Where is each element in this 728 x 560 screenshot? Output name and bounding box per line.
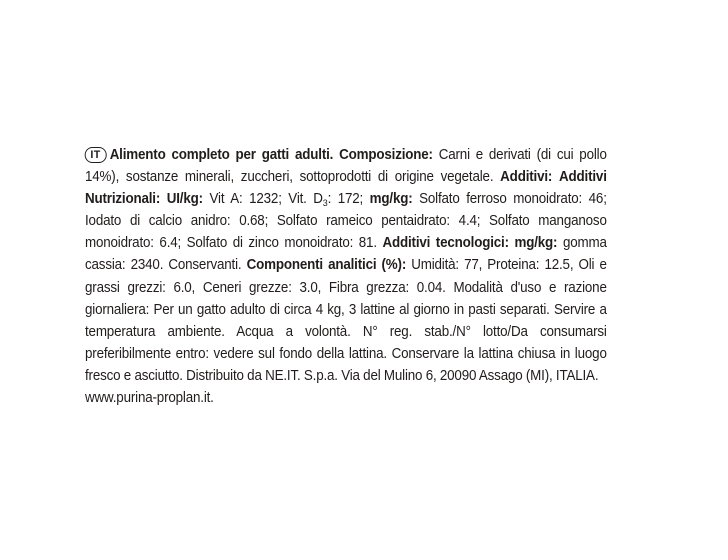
product-claim-heading: Alimento completo per gatti adulti. <box>109 147 334 163</box>
analytical-constituents-text: Umidità: 77, Proteina: 12.5, Oli e grassi grezzi: 6.0, Ceneri grezze: 3.0, Fibra grezza: 0.04. <box>85 257 607 296</box>
trace-elements-text: Solfato ferroso monoidrato: 46; Iodato di calcio anidro: 0.68; Solfato rameico pentaidrato: 4.4; Solfato manganoso monoidrato: 6.4; Solfato di zinco monoidrato: 81. <box>85 191 607 252</box>
technological-additives-text: gomma cassia: 2340. Conservanti. <box>85 235 607 274</box>
vitamins-text-2: : 172; <box>327 191 364 208</box>
country-code-badge-it: IT <box>85 147 107 163</box>
website-url: www.purina-proplan.it. <box>85 390 214 407</box>
unit-mg-kg-heading: mg/kg: <box>369 191 413 208</box>
nutritional-additives-heading: Additivi Nutrizionali: <box>85 169 607 208</box>
distributor-text: Distribuito da NE.IT. S.p.a. Via del Mulino 6, 20090 Assago (MI), ITALIA. <box>186 367 599 384</box>
unit-ui-kg-heading: UI/kg: <box>166 191 203 208</box>
technological-additives-heading: Additivi tecnologici: <box>382 235 509 252</box>
ingredient-label-text <box>85 144 607 409</box>
feeding-instructions-text: Modalità d'uso e razione giornaliera: Per un gatto adulto di circa 4 kg, 3 lattine al giorno in pasti separati. Servire a temperatura ambiente. Acqua a volontà. N° reg. stab./N° lotto/Da consumarsi preferibilmente entro: vedere sul fondo della lattina. Conservare la lattina chiusa in luogo fresco e asciutto. <box>85 279 607 384</box>
space-4 <box>552 169 559 185</box>
additives-heading: Additivi: <box>500 169 553 186</box>
unit-mg-kg-heading-2: mg/kg: <box>514 235 558 252</box>
analytical-constituents-heading: Componenti analitici (%): <box>246 257 407 274</box>
composition-text: Carni e derivati (di cui pollo 14%), sostanze minerali, zuccheri, sottoprodotti di origine vegetale. <box>85 147 607 186</box>
vitamins-text: Vit A: 1232; Vit. D <box>209 191 323 208</box>
vitamin-d3-subscript: 3 <box>322 198 328 210</box>
composition-heading: Composizione: <box>339 147 433 163</box>
